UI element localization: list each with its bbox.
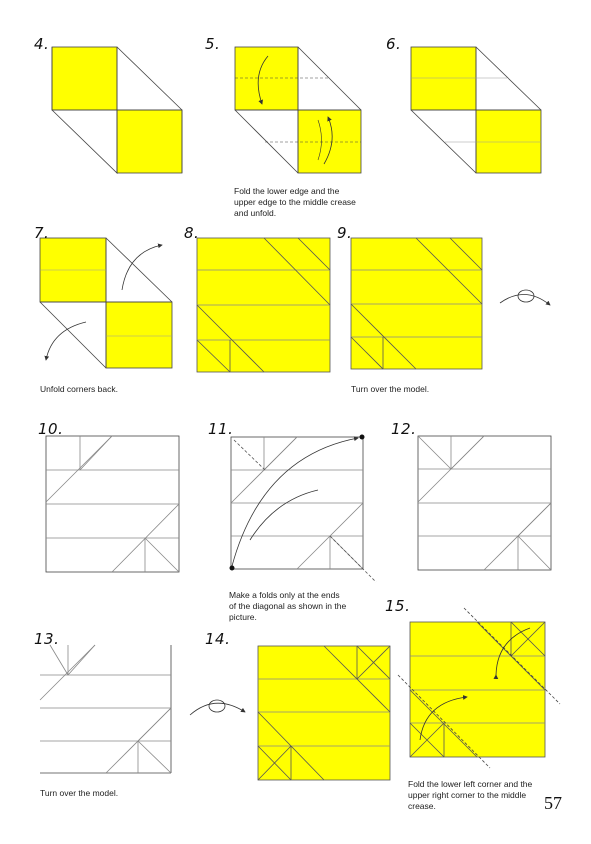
step-8-diagram [197,238,330,372]
step-number: 14. [205,630,231,648]
step-6-diagram [411,47,541,173]
step-13-diagram [40,645,171,773]
step-number: 6. [386,35,402,53]
step-5-caption [234,186,356,219]
caption-line: Make a folds only at the ends [229,590,340,600]
caption-line: Fold the lower edge and the [234,186,340,196]
caption-line: Unfold corners back. [40,384,118,394]
caption-line: upper right corner to the middle [408,790,527,800]
caption-line: crease. [408,801,436,811]
step-5-diagram [235,47,361,173]
step-14-diagram [258,646,390,780]
step-number: 11. [208,420,234,438]
step-10-diagram [46,436,179,572]
step-number: 7. [34,224,50,242]
step-number: 12. [391,420,417,438]
step-number: 15. [385,597,411,615]
step-11-caption [229,590,346,623]
step-number: 13. [34,630,60,648]
caption-line: Fold the lower left corner and the [408,779,533,789]
turn-over-icon [500,290,550,305]
step-13-caption [40,788,118,799]
caption-line: and unfold. [234,208,277,218]
caption-line: picture. [229,612,257,622]
step-12-diagram [418,436,551,570]
caption-line: Turn over the model. [40,788,119,798]
step-15-diagram [398,608,560,768]
step-number: 4. [34,35,50,53]
step-7-diagram [40,238,172,368]
step-number: 10. [38,420,64,438]
step-number: 9. [337,224,353,242]
step-15-caption [408,779,532,812]
page-number: 57 [544,793,562,813]
step-9-diagram [351,238,482,369]
step-4-diagram [52,47,182,173]
step-11-diagram [230,435,377,583]
step-number: 5. [205,35,221,53]
caption-line: upper edge to the middle crease [234,197,356,207]
step-9-caption [351,384,429,395]
caption-line: of the diagonal as shown in the [229,601,347,611]
caption-line: Turn over the model. [351,384,430,394]
step-number: 8. [184,224,200,242]
turn-over-icon [190,700,245,715]
step-7-caption [40,384,118,395]
